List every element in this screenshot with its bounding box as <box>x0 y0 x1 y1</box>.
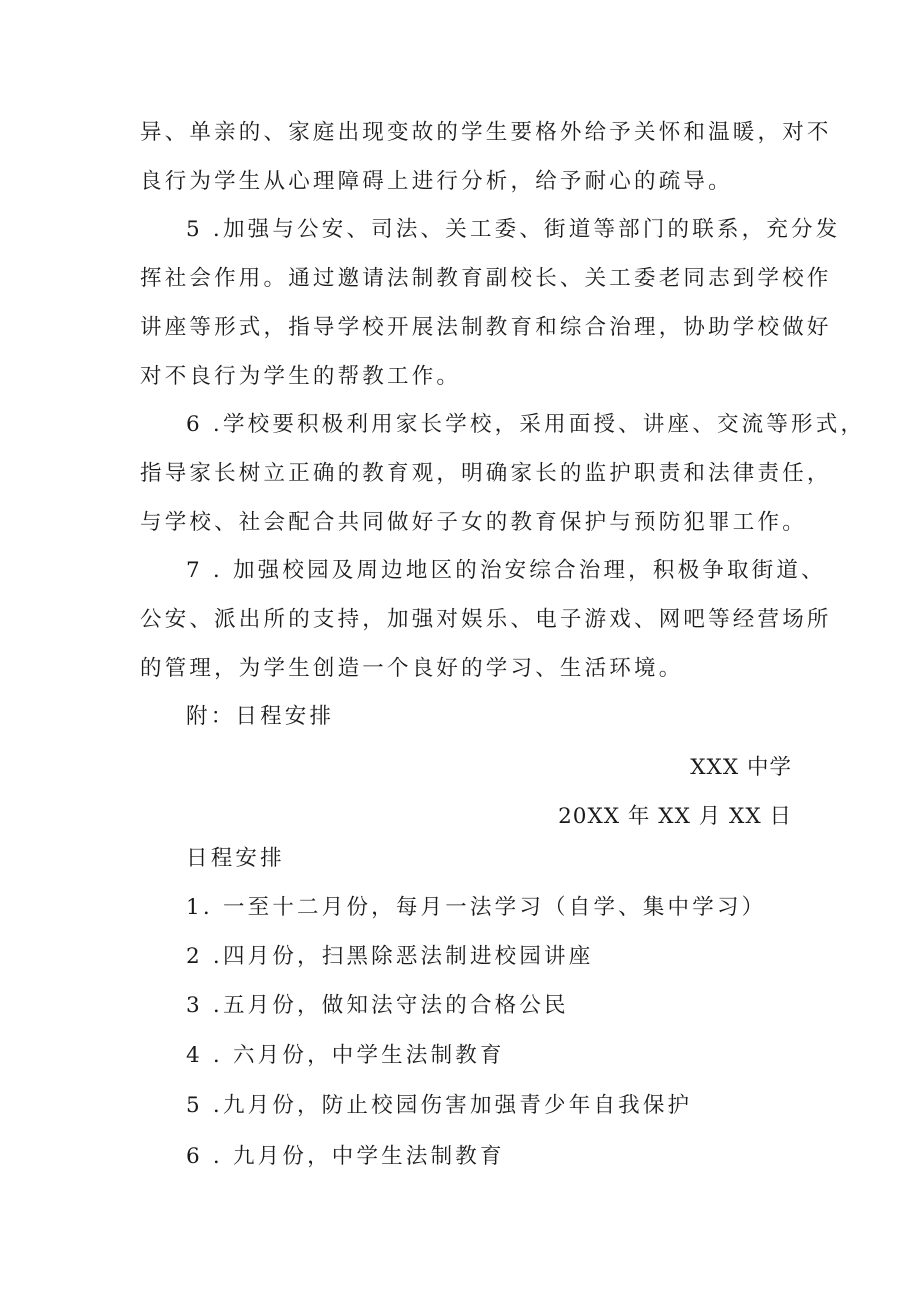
paragraph-line: 挥社会作用。通过邀请法制教育副校长、关工委老同志到学校作 <box>140 266 832 291</box>
paragraph-line: 良行为学生从心理障碍上进行分析，给予耐心的疏导。 <box>140 169 733 194</box>
paragraph-line: 异、单亲的、家庭出现变故的学生要格外给予关怀和温暖，对不 <box>140 120 832 145</box>
schedule-title: 日程安排 <box>186 846 285 871</box>
paragraph-line: 的管理，为学生创造一个良好的学习、生活环境。 <box>140 656 684 681</box>
signature-date: 20XX 年 XX 月 XX 日 <box>558 804 792 829</box>
schedule-item: 1. 一至十二月份，每月一法学习（自学、集中学习） <box>186 895 767 920</box>
paragraph-line: 6 .学校要积极利用家长学校，采用面授、讲座、交流等形式， <box>186 412 866 437</box>
signature-org: XXX 中学 <box>690 755 792 780</box>
attachment-note: 附：日程安排 <box>186 704 335 729</box>
schedule-item: 4 . 六月份，中学生法制教育 <box>186 1043 505 1068</box>
schedule-item: 3 .五月份，做知法守法的合格公民 <box>186 993 569 1018</box>
schedule-item: 5 .九月份，防止校园伤害加强青少年自我保护 <box>186 1093 693 1118</box>
paragraph-line: 5 .加强与公安、司法、关工委、街道等部门的联系，充分发 <box>186 217 841 242</box>
schedule-item: 2 .四月份，扫黑除恶法制进校园讲座 <box>186 944 594 969</box>
paragraph-line: 讲座等形式，指导学校开展法制教育和综合治理，协助学校做好 <box>140 315 832 340</box>
paragraph-line: 7 . 加强校园及周边地区的治安综合治理，积极争取街道、 <box>186 558 826 583</box>
paragraph-line: 指导家长树立正确的教育观，明确家长的监护职责和法律责任， <box>140 461 832 486</box>
paragraph-line: 对不良行为学生的帮教工作。 <box>140 364 462 389</box>
paragraph-line: 公安、派出所的支持，加强对娱乐、电子游戏、网吧等经营场所 <box>140 607 832 632</box>
paragraph-line: 与学校、社会配合共同做好子女的教育保护与预防犯罪工作。 <box>140 510 807 535</box>
schedule-item: 6 . 九月份，中学生法制教育 <box>186 1144 505 1169</box>
